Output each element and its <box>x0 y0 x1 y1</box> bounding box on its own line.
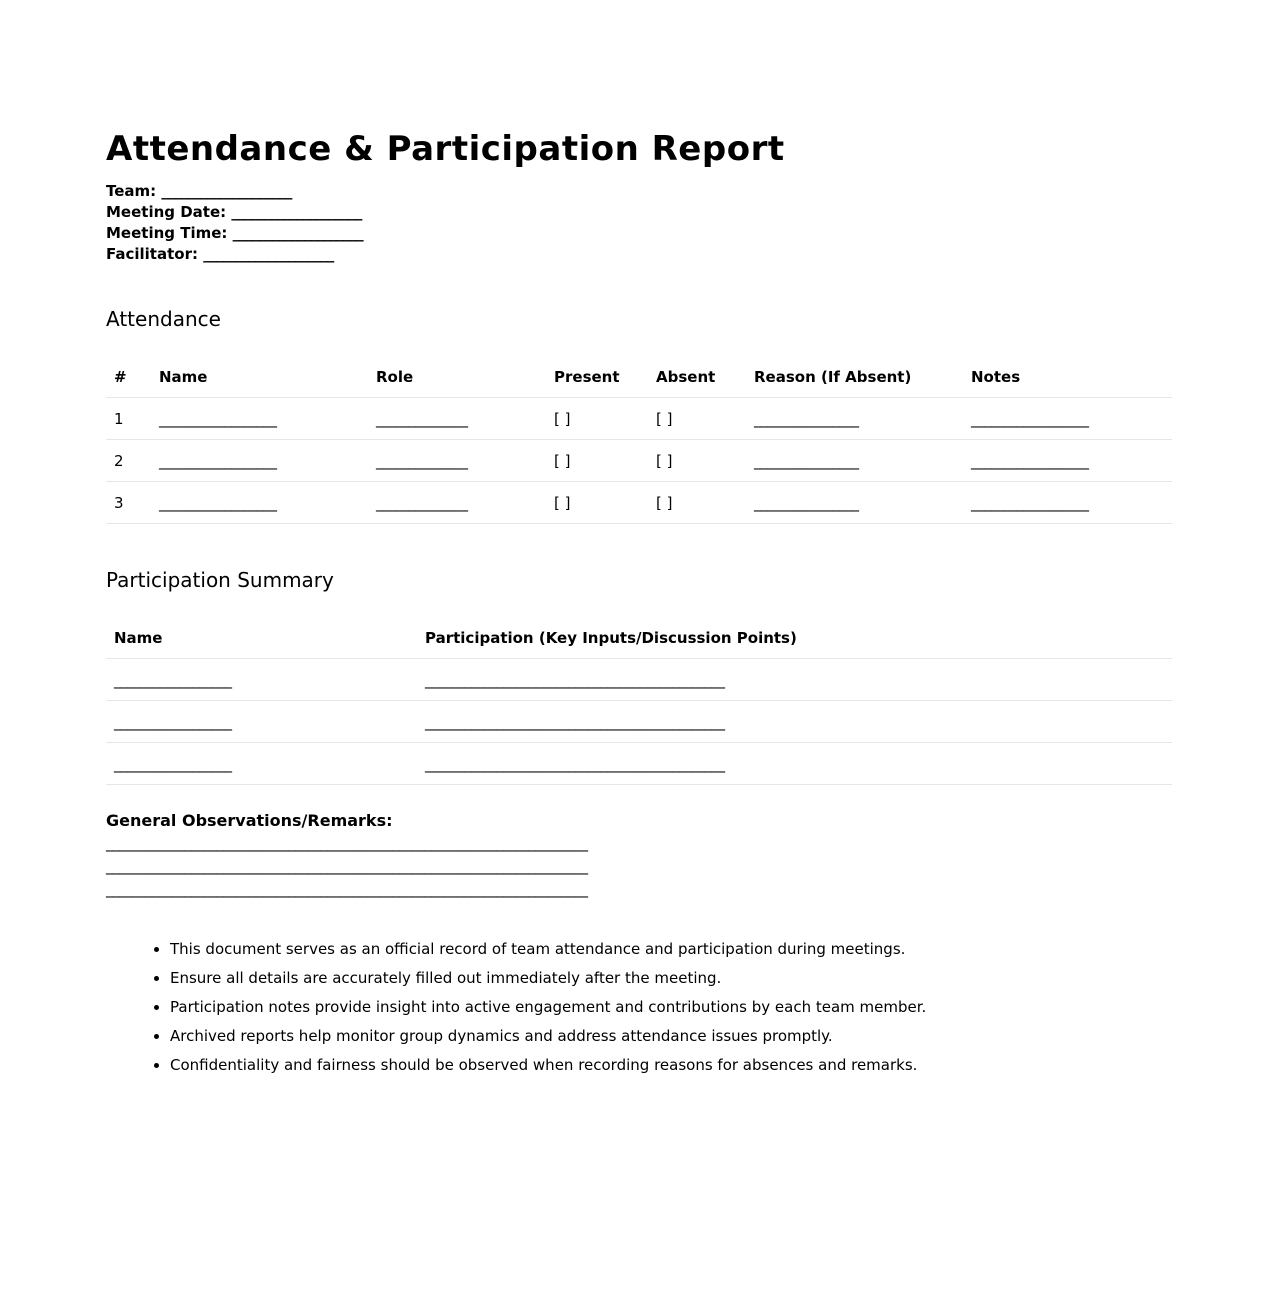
list-item: • This document serves as an official record of team attendance and participation during meetings. <box>170 935 926 964</box>
meeting-time-field <box>106 223 363 244</box>
column-header-present: Present <box>546 356 648 398</box>
column-header-name: Name <box>106 617 417 659</box>
present-checkbox[interactable]: [ ] <box>546 398 648 440</box>
name-blank[interactable]: __________________ <box>151 440 368 482</box>
notes-blank[interactable]: __________________ <box>963 440 1172 482</box>
meeting-date-label: Meeting Date: <box>106 203 227 221</box>
notes-blank[interactable]: __________________ <box>963 398 1172 440</box>
meeting-time-label: Meeting Time: <box>106 224 228 242</box>
table-row <box>106 398 1172 440</box>
notes-blank[interactable]: __________________ <box>963 482 1172 524</box>
observations-lines <box>106 832 587 901</box>
list-item: • Participation notes provide insight into active engagement and contributions by each team member. <box>170 993 926 1022</box>
role-blank[interactable]: ______________ <box>368 482 546 524</box>
row-number: 3 <box>106 482 151 524</box>
present-checkbox[interactable]: [ ] <box>546 440 648 482</box>
reason-blank[interactable]: ________________ <box>746 398 963 440</box>
team-label: Team: <box>106 182 157 200</box>
reason-blank[interactable]: ________________ <box>746 482 963 524</box>
team-blank[interactable]: ____________________ <box>161 182 292 200</box>
column-header-role: Role <box>368 356 546 398</box>
name-blank[interactable]: __________________ <box>106 743 417 785</box>
column-header-notes: Notes <box>963 356 1172 398</box>
name-blank[interactable]: __________________ <box>151 482 368 524</box>
meeting-date-field <box>106 202 363 223</box>
role-blank[interactable]: ______________ <box>368 398 546 440</box>
facilitator-field <box>106 244 363 265</box>
page-title: Attendance & Participation Report <box>106 129 785 169</box>
present-checkbox[interactable]: [ ] <box>546 482 648 524</box>
meeting-date-blank[interactable]: ____________________ <box>231 203 362 221</box>
table-row <box>106 482 1172 524</box>
column-header-absent: Absent <box>648 356 746 398</box>
absent-checkbox[interactable]: [ ] <box>648 482 746 524</box>
observations-label: General Observations/Remarks: <box>106 811 393 830</box>
column-header-participation: Participation (Key Inputs/Discussion Points) <box>417 617 1172 659</box>
name-blank[interactable]: __________________ <box>106 701 417 743</box>
list-item: • Ensure all details are accurately filled out immediately after the meeting. <box>170 964 926 993</box>
row-number: 1 <box>106 398 151 440</box>
column-header-number: # <box>106 356 151 398</box>
participation-heading: Participation Summary <box>106 568 334 592</box>
participation-blank[interactable]: ______________________________________________ <box>417 701 1172 743</box>
list-item: • Archived reports help monitor group dynamics and address attendance issues promptly. <box>170 1022 926 1051</box>
column-header-reason: Reason (If Absent) <box>746 356 963 398</box>
attendance-header-row <box>106 356 1172 398</box>
name-blank[interactable]: __________________ <box>106 659 417 701</box>
participation-blank[interactable]: ______________________________________________ <box>417 659 1172 701</box>
table-row <box>106 743 1172 785</box>
participation-header-row <box>106 617 1172 659</box>
observation-line[interactable]: __________________________________________________________________________ <box>106 857 587 875</box>
participation-table <box>106 617 1172 785</box>
meeting-info <box>106 181 363 265</box>
participation-blank[interactable]: ______________________________________________ <box>417 743 1172 785</box>
notes-list <box>150 935 926 1080</box>
facilitator-blank[interactable]: ____________________ <box>203 245 334 263</box>
table-row <box>106 659 1172 701</box>
role-blank[interactable]: ______________ <box>368 440 546 482</box>
absent-checkbox[interactable]: [ ] <box>648 398 746 440</box>
column-header-name: Name <box>151 356 368 398</box>
row-number: 2 <box>106 440 151 482</box>
attendance-table <box>106 356 1172 524</box>
table-row <box>106 701 1172 743</box>
team-field <box>106 181 363 202</box>
absent-checkbox[interactable]: [ ] <box>648 440 746 482</box>
reason-blank[interactable]: ________________ <box>746 440 963 482</box>
facilitator-label: Facilitator: <box>106 245 198 263</box>
meeting-time-blank[interactable]: ____________________ <box>232 224 363 242</box>
list-item: • Confidentiality and fairness should be observed when recording reasons for absences and remarks. <box>170 1051 926 1080</box>
observation-line[interactable]: __________________________________________________________________________ <box>106 880 587 898</box>
observation-line[interactable]: __________________________________________________________________________ <box>106 834 587 852</box>
name-blank[interactable]: __________________ <box>151 398 368 440</box>
attendance-heading: Attendance <box>106 307 221 331</box>
table-row <box>106 440 1172 482</box>
